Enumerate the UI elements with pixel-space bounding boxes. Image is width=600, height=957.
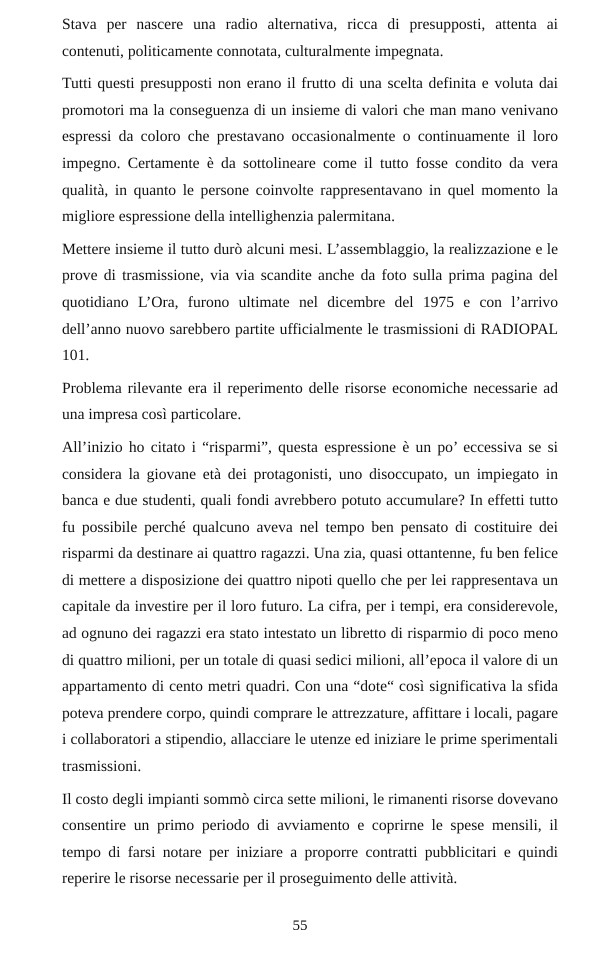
paragraph: Mettere insieme il tutto durò alcuni mesi. L’assemblaggio, la realizzazione e le prove di trasmissione, via via scandite anche da foto sulla prima pagina del quotidiano L’Ora, furono ultimate nel dicembre del 1975 e con l’arrivo dell’anno nuovo sarebbero partite ufficialmente le trasmissioni di RADIOPAL 101. xyxy=(62,240,558,365)
paragraph: Il costo degli impianti sommò circa sette milioni, le rimanenti risorse dovevano consentire un primo periodo di avviamento e coprirne le spese mensili, il tempo di farsi notare per iniziare a proporre contratti pubblicitari e quindi reperire le risorse necessarie per il proseguimento delle attività. xyxy=(62,790,558,888)
page-number: 55 xyxy=(292,918,308,934)
paragraph: All’inizio ho citato i “risparmi”, questa espressione è un po’ eccessiva se si considera la giovane età dei protagonisti, uno disoccupato, un impiegato in banca e due studenti, quali fondi avrebbero potuto accumulare? In effetti tutto fu possibile perché qualcuno aveva nel tempo ben pensato di costituire dei risparmi da destinare ai quattro ragazzi. Una zia, quasi ottantenne, fu ben felice di mettere a disposizione dei quattro nipoti quello che per lei rappresentava un capitale da investire per il loro futuro. La cifra, per i tempi, era considerevole, ad ognuno dei ragazzi era stato intestato un libretto di risparmio di poco meno di quattro milioni, per un totale di quasi sedici milioni, all’epoca il valore di un appartamento di cento metri quadri. Con una “dote“ così significativa la sfida poteva prendere corpo, quindi comprare le attrezzature, affittare i locali, pagare i collaboratori a stipendio, allacciare le utenze ed iniziare le prime sperimentali trasmissioni. xyxy=(62,438,558,776)
paragraph: Stava per nascere una radio alternativa, ricca di presupposti, attenta ai contenuti, politicamente connotata, culturalmente impegnata. xyxy=(62,16,558,60)
paragraph: Tutti questi presupposti non erano il frutto di una scelta definita e voluta dai promotori ma la conseguenza di un insieme di valori che man mano venivano espressi da coloro che prestavano occasionalmente o continuamente il loro impegno. Certamente è da sottolineare come il tutto fosse condito da vera qualità, in quanto le persone coinvolte rappresentavano in quel momento la migliore espressione della intellighenzia palermitana. xyxy=(62,75,558,226)
paragraph: Problema rilevante era il reperimento delle risorse economiche necessarie ad una impresa così particolare. xyxy=(62,379,558,424)
body-text xyxy=(62,12,558,899)
